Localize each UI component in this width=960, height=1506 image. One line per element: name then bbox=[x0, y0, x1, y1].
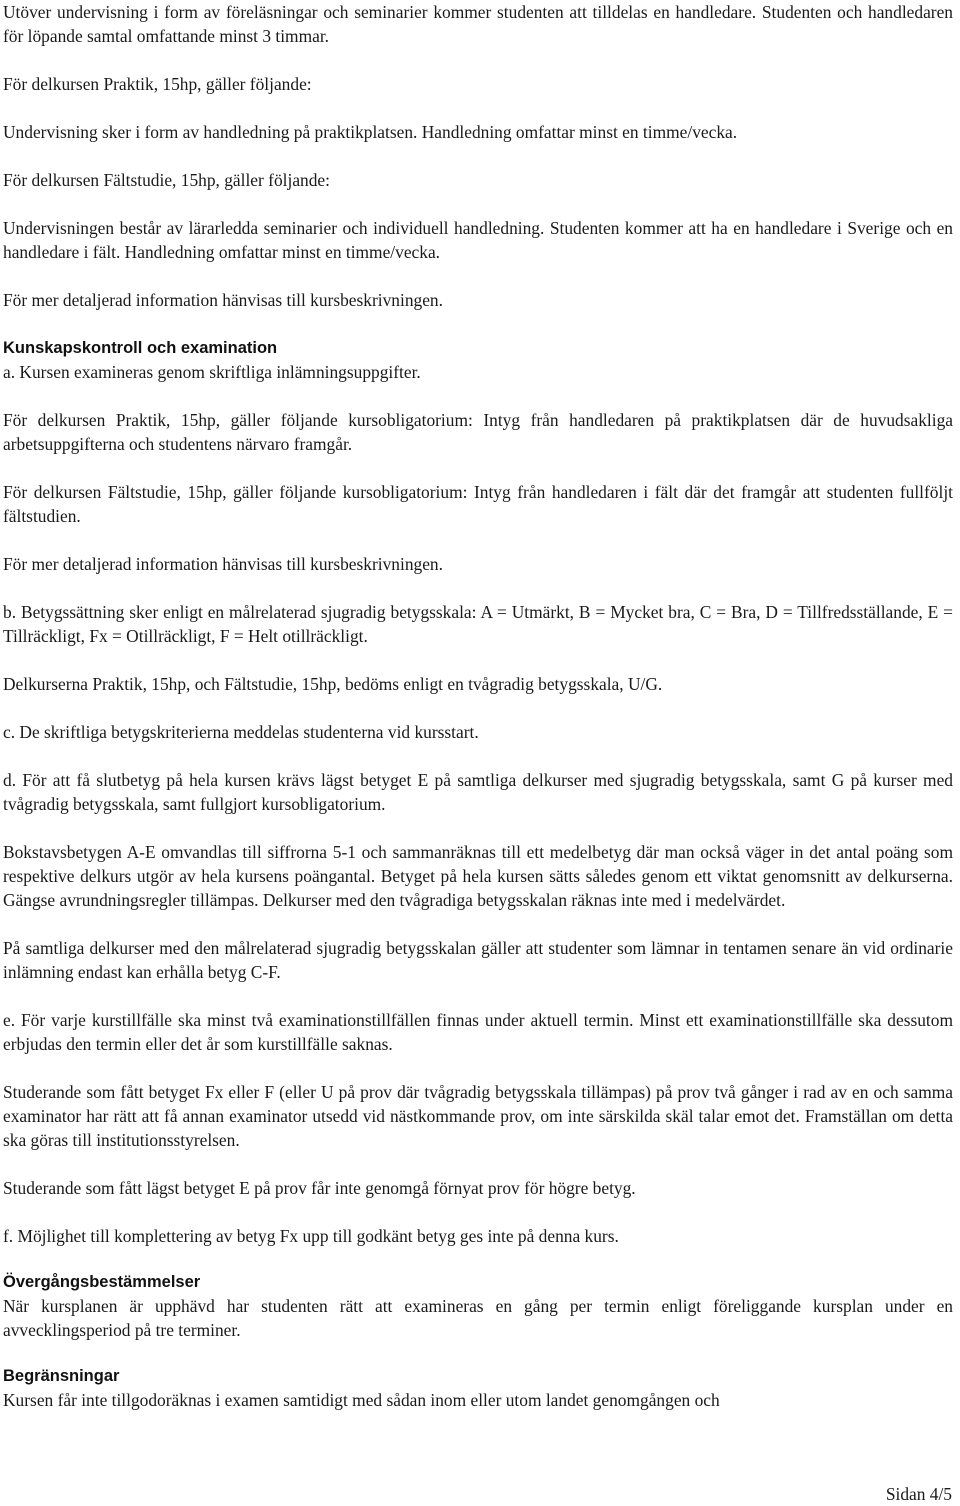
examination-item-e: e. För varje kurstillfälle ska minst två examinationstillfällen finnas under aktuell termin. Minst ett examinationstillfälle ska dessutom erbjudas den termin eller det år som kurstillfälle saknas. bbox=[3, 1010, 953, 1054]
examination-item-a: a. Kursen examineras genom skriftliga inlämningsuppgifter. bbox=[3, 362, 421, 382]
praktik-teaching: Undervisning sker i form av handledning på praktikplatsen. Handledning omfattar minst en timme/vecka. bbox=[3, 122, 738, 142]
examination-more-info: För mer detaljerad information hänvisas till kursbeskrivningen. bbox=[3, 554, 443, 574]
examination-item-d-late: På samtliga delkurser med den målrelaterad sjugradig betygsskalan gäller att studenter som lämnar in tentamen senare än vid ordinarie inlämning endast kan erhålla betyg C-F. bbox=[3, 938, 953, 982]
praktik-intro: För delkursen Praktik, 15hp, gäller följande: bbox=[3, 74, 312, 94]
transition-text: När kursplanen är upphävd har studenten rätt att examineras en gång per termin enligt föreliggande kursplan under en avvecklingsperiod på tre terminer. bbox=[3, 1296, 953, 1340]
examination-item-b-scale: Delkurserna Praktik, 15hp, och Fältstudie, 15hp, bedöms enligt en tvågradig betygsskala, U/G. bbox=[3, 674, 663, 694]
examination-faltstudie-obligatory: För delkursen Fältstudie, 15hp, gäller följande kursobligatorium: Intyg från handledaren i fält där det framgår att studenten fullföljt fältstudien. bbox=[3, 482, 953, 526]
examination-item-d: d. För att få slutbetyg på hela kursen krävs lägst betyget E på samtliga delkurser med sjugradig betygsskala, samt G på kurser med tvågradig betygsskala, samt fullgjort kursobligatorium. bbox=[3, 770, 953, 814]
limitations-text: Kursen får inte tillgodoräknas i examen samtidigt med sådan inom eller utom landet genomgången och bbox=[3, 1390, 720, 1410]
document-page bbox=[3, 0, 953, 1412]
transition-heading: Övergångsbestämmelser bbox=[3, 1273, 201, 1291]
examination-item-f: f. Möjlighet till komplettering av betyg Fx upp till godkänt betyg ges inte på denna kurs. bbox=[3, 1226, 619, 1246]
examination-item-c: c. De skriftliga betygskriterierna meddelas studenterna vid kursstart. bbox=[3, 722, 479, 742]
examination-heading: Kunskapskontroll och examination bbox=[3, 339, 278, 357]
more-info-paragraph: För mer detaljerad information hänvisas till kursbeskrivningen. bbox=[3, 290, 443, 310]
examination-item-e-retake: Studerande som fått lägst betyget E på prov får inte genomgå förnyat prov för högre betyg. bbox=[3, 1178, 636, 1198]
examination-item-e-examiner: Studerande som fått betyget Fx eller F (eller U på prov där tvågradig betygsskala tillämpas) på prov två gånger i rad av en och samma examinator har rätt att få annan examinator utsedd vid nästkommande prov, om inte särskilda skäl talar emot det. Framställan om detta ska göras till institutionsstyrelsen. bbox=[3, 1082, 953, 1150]
examination-item-d-conversion: Bokstavsbetygen A-E omvandlas till siffrorna 5-1 och sammanräknas till ett medelbetyg där man också väger in det antal poäng som respektive delkurs utgör av hela kursens poängantal. Betyget på hela kursen sätts således genom ett viktat genomsnitt av delkurserna. Gängse avrundningsregler tillämpas. Delkurser med den tvågradiga betygsskalan räknas inte med i medelvärdet. bbox=[3, 842, 953, 910]
faltstudie-teaching: Undervisningen består av lärarledda seminarier och individuell handledning. Studenten kommer att ha en handledare i Sverige och en handledare i fält. Handledning omfattar minst en timme/vecka. bbox=[3, 218, 953, 262]
examination-item-b: b. Betygssättning sker enligt en målrelaterad sjugradig betygsskala: A = Utmärkt, B = Mycket bra, C = Bra, D = Tillfredsställande, E = Tillräckligt, Fx = Otillräckligt, F = Helt otillräckligt. bbox=[3, 602, 953, 646]
examination-praktik-obligatory: För delkursen Praktik, 15hp, gäller följande kursobligatorium: Intyg från handledaren på praktikplatsen där de huvudsakliga arbetsuppgifterna och studentens närvaro framgår. bbox=[3, 410, 953, 454]
page-number: Sidan 4/5 bbox=[885, 1484, 952, 1504]
faltstudie-intro: För delkursen Fältstudie, 15hp, gäller följande: bbox=[3, 170, 330, 190]
intro-paragraph: Utöver undervisning i form av föreläsningar och seminarier kommer studenten att tilldelas en handledare. Studenten och handledaren för löpande samtal omfattande minst 3 timmar. bbox=[3, 2, 953, 46]
limitations-heading: Begränsningar bbox=[3, 1367, 120, 1385]
